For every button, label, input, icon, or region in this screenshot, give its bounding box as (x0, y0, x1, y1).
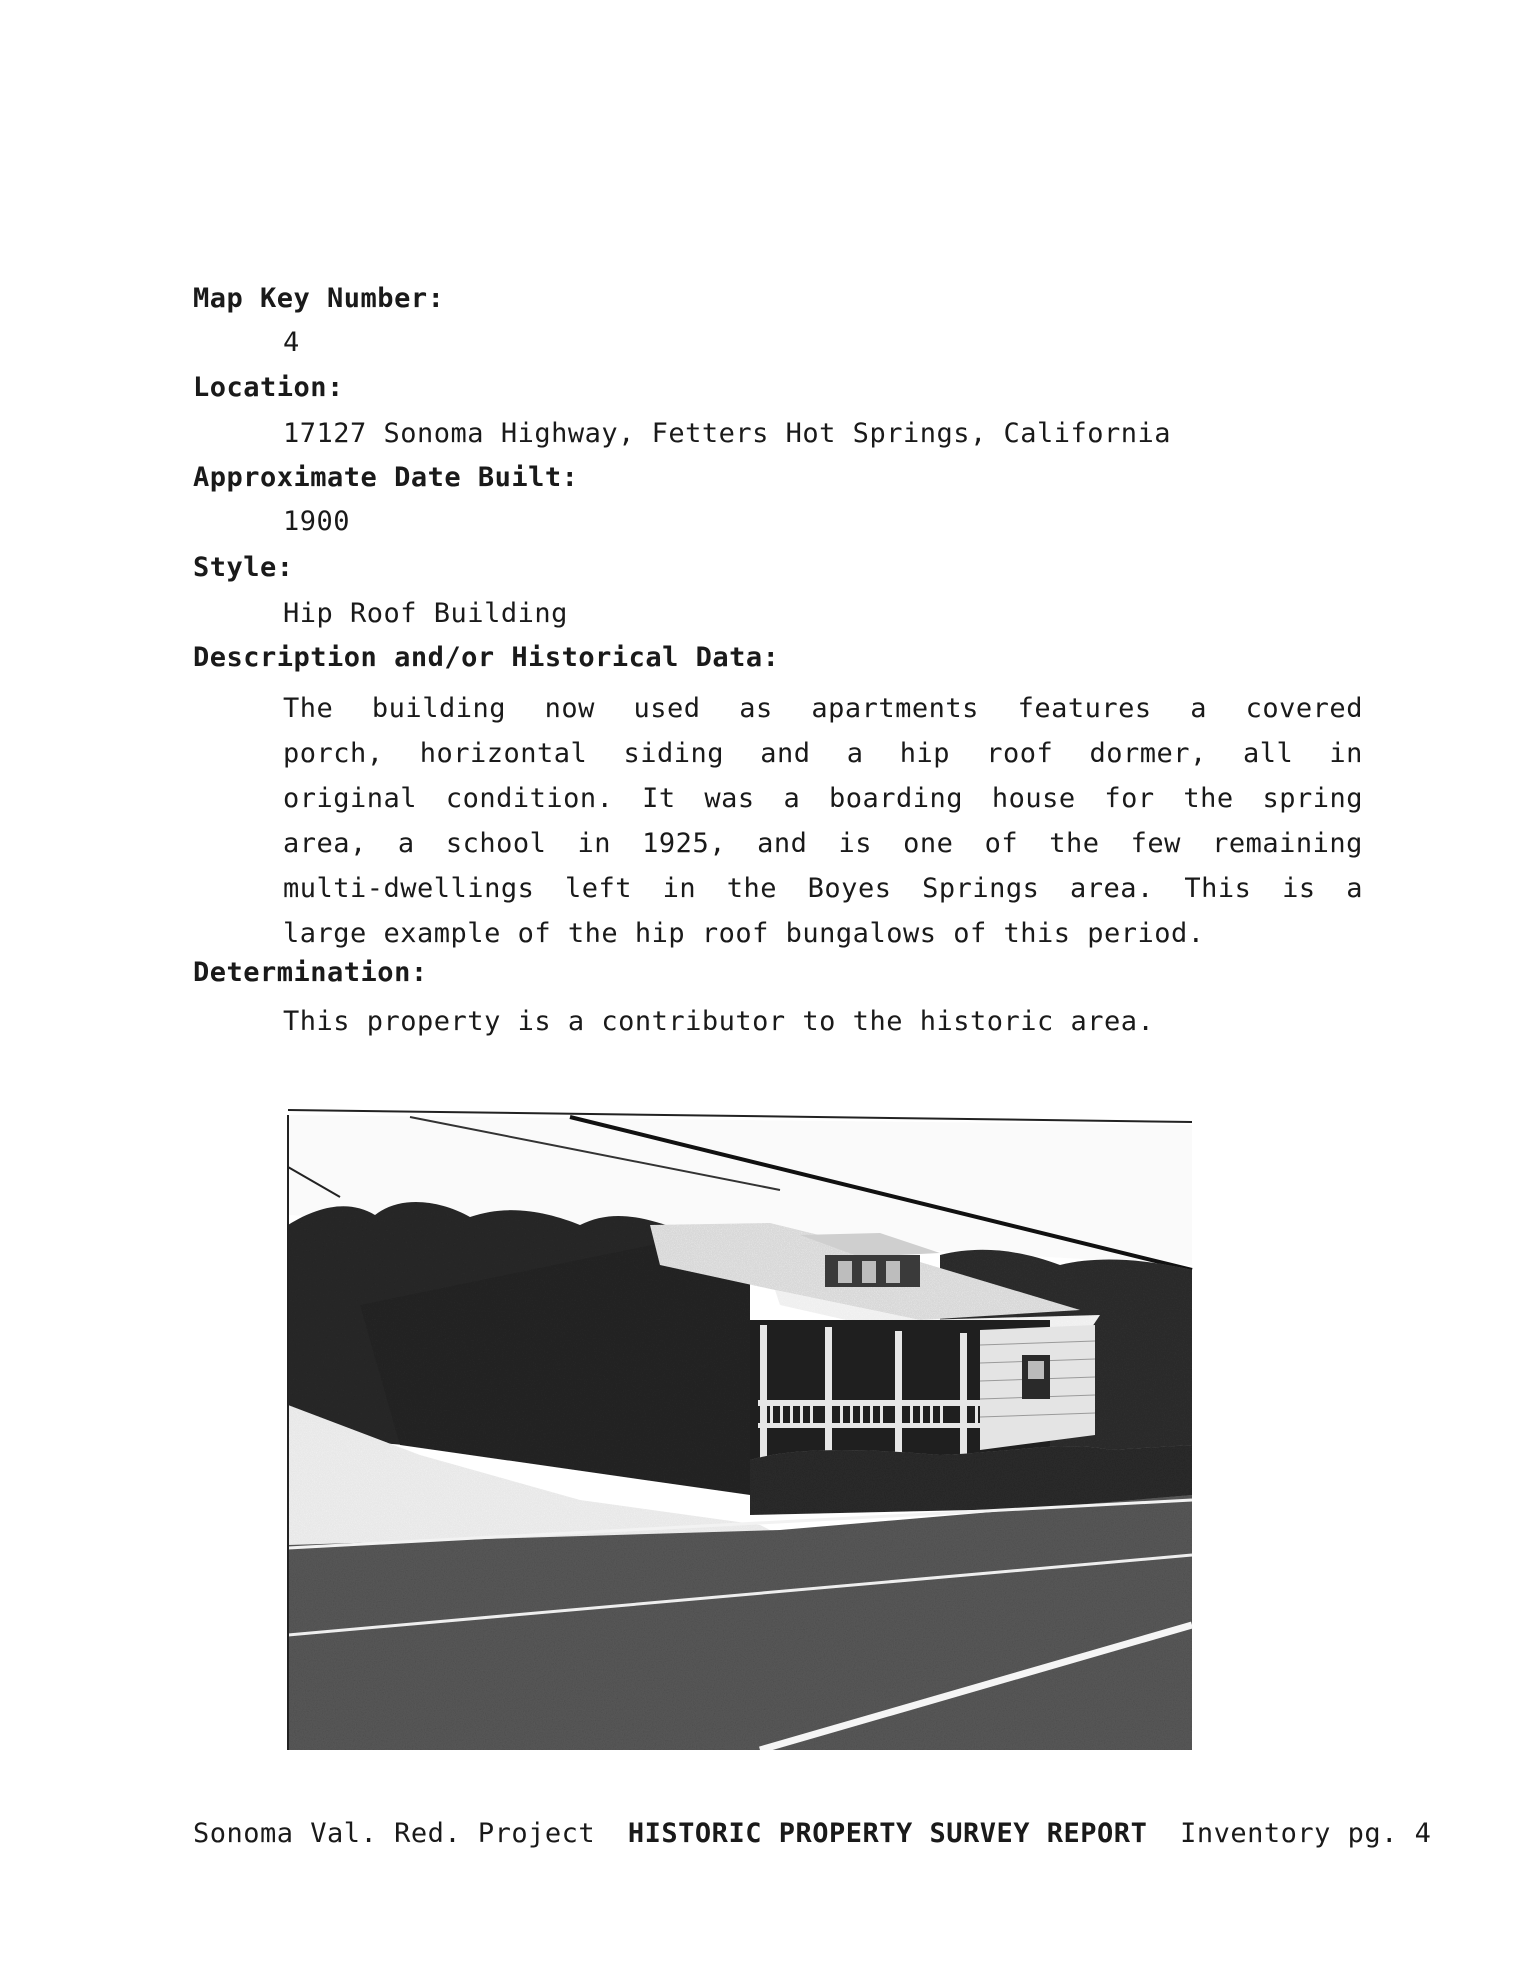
map-key-value: 4 (283, 327, 300, 358)
footer-report-title: HISTORIC PROPERTY SURVEY REPORT (627, 1818, 1148, 1849)
location-value: 17127 Sonoma Highway, Fetters Hot Springs, California (283, 418, 1172, 449)
page-footer (193, 1818, 1431, 1849)
description-line: large example of the hip roof bungalows of this period. (283, 918, 1205, 949)
determination-value: This property is a contributor to the historic area. (283, 1006, 1155, 1037)
date-built-label: Approximate Date Built: (193, 462, 579, 493)
description-line: original condition. It was a boarding house for the spring (283, 783, 1363, 814)
style-label: Style: (193, 552, 294, 583)
footer-project: Sonoma Val. Red. Project (193, 1818, 596, 1849)
style-value: Hip Roof Building (283, 598, 568, 629)
date-built-value: 1900 (283, 506, 351, 537)
map-key-label: Map Key Number: (193, 283, 445, 314)
description-label: Description and/or Historical Data: (193, 642, 780, 673)
determination-label: Determination: (193, 957, 428, 988)
description-line: porch, horizontal siding and a hip roof dormer, all in (283, 738, 1363, 769)
property-photo (280, 1105, 1200, 1750)
description-line: multi-dwellings left in the Boyes Springs area. This is a (283, 873, 1363, 904)
description-text (283, 686, 1363, 956)
description-line: area, a school in 1925, and is one of the few remaining (283, 828, 1363, 859)
footer-page-number: Inventory pg. 4 (1180, 1818, 1432, 1849)
description-line: The building now used as apartments features a covered (283, 693, 1363, 724)
location-label: Location: (193, 372, 344, 403)
